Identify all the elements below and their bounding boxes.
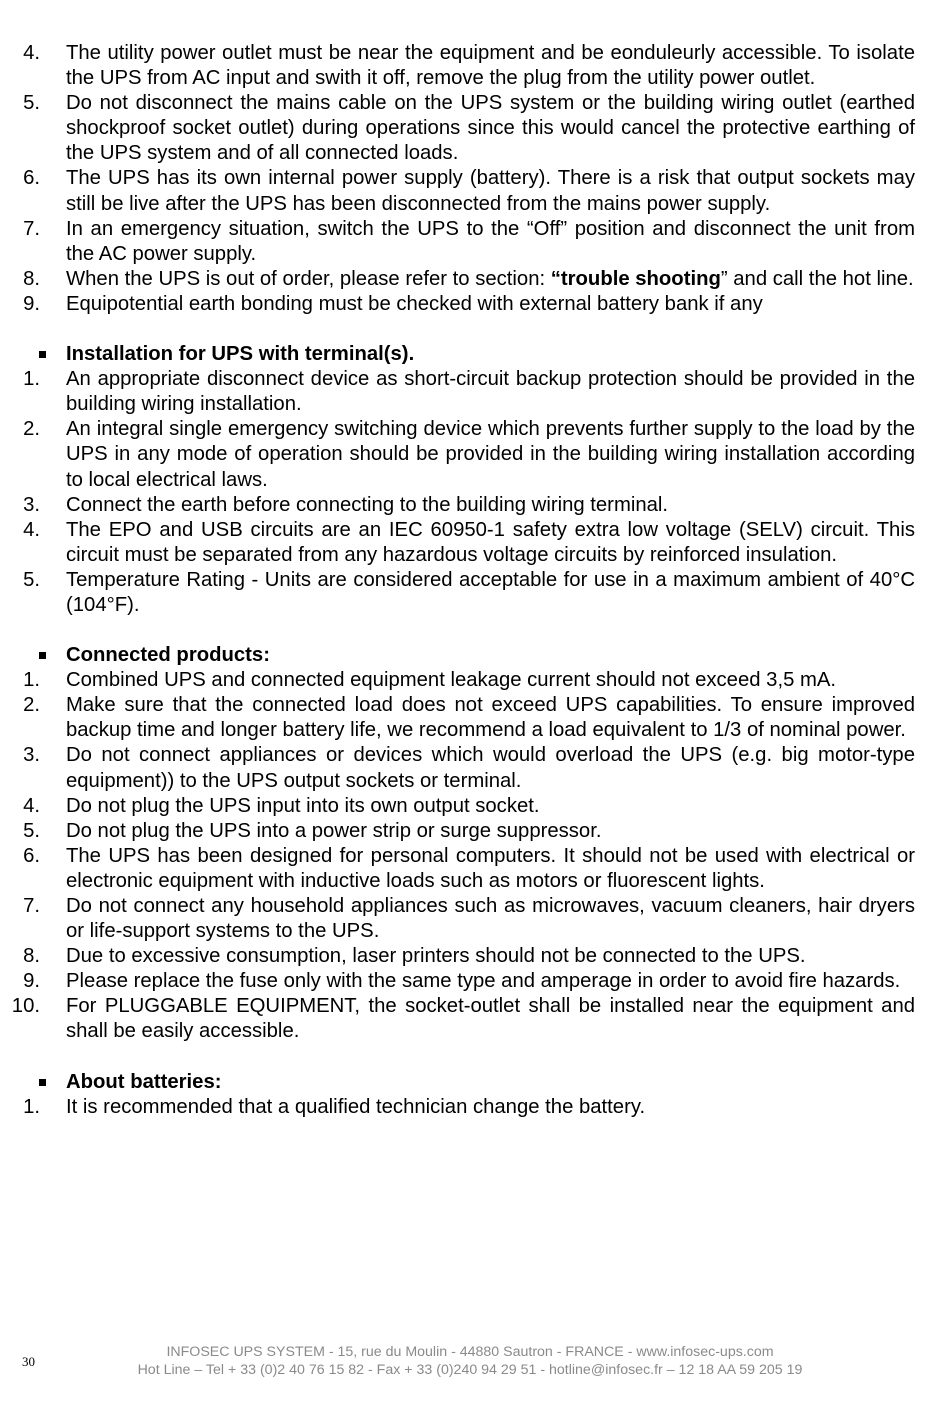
list-item: [0, 417, 950, 492]
item-number: 7.: [23, 217, 40, 240]
section-heading-text: About batteries:: [66, 1070, 222, 1093]
list-item: [0, 844, 950, 894]
trouble-shooting-reference: “trouble shooting: [550, 267, 721, 290]
footer-hotline: Hot Line – Tel + 33 (0)2 40 76 15 82 - Fax + 33 (0)240 94 29 51 - hotline@infosec.fr – 12 18 AA 59 205 19: [137, 1362, 803, 1378]
list-item: [0, 944, 950, 969]
item-text: It is recommended that a qualified technician change the battery.: [66, 1095, 646, 1118]
item-number: 6.: [23, 844, 40, 867]
item-number: 3.: [23, 744, 40, 767]
section-heading-text: Connected products:: [66, 644, 270, 667]
page-number: 30: [22, 1354, 35, 1369]
item-text: The utility power outlet must be near the equipment and be eonduleurly accessible. To isolate the UPS from AC input and swith it off, remove the plug from the utility power outlet.: [66, 42, 915, 90]
item-text: Please replace the fuse only with the same type and amperage in order to avoid fire hazards.: [66, 970, 901, 993]
item-text: The UPS has its own internal power supply (battery). There is a risk that output sockets may still be live after the UPS has been disconnected from the mains power supply.: [66, 167, 915, 215]
section-installation: [0, 342, 950, 618]
footer-address: INFOSEC UPS SYSTEM - 15, rue du Moulin - 44880 Sautron - FRANCE - www.infosec-ups.com: [166, 1344, 774, 1360]
page-footer: [0, 1343, 940, 1379]
item-number: 4.: [23, 794, 40, 817]
item-number: 1.: [23, 1095, 40, 1118]
item-text: Equipotential earth bonding must be checked with external battery bank if any: [66, 292, 763, 315]
item-text: Combined UPS and connected equipment leakage current should not exceed 3,5 mA.: [66, 669, 837, 692]
list-item: [0, 794, 950, 819]
section-heading: [0, 1070, 950, 1095]
section-about-batteries: [0, 1070, 950, 1120]
item-text: Temperature Rating - Units are considered acceptable for use in a maximum ambient of 40°C (104°F).: [66, 568, 915, 616]
item-number: 5.: [23, 819, 40, 842]
list-item: [0, 568, 950, 618]
square-bullet-icon: [39, 1079, 46, 1086]
item-text: Do not plug the UPS input into its own output socket.: [66, 794, 540, 817]
list-item: [0, 91, 950, 166]
item-number: 4.: [23, 42, 40, 64]
item-number: 8.: [23, 945, 40, 968]
list-item: [0, 668, 950, 693]
list-item: [0, 743, 950, 793]
item-text-before: When the UPS is out of order, please refer to section:: [66, 267, 551, 290]
item-number: 9.: [23, 292, 40, 315]
list-item: [0, 819, 950, 844]
item-text: For PLUGGABLE EQUIPMENT, the socket-outlet shall be installed near the equipment and shall be easily accessible.: [66, 995, 915, 1043]
item-number: 5.: [23, 568, 40, 591]
item-text: An appropriate disconnect device as short-circuit backup protection should be provided in the building wiring installation.: [66, 368, 915, 416]
list-item: [0, 41, 950, 91]
item-number: 10.: [11, 995, 40, 1018]
item-text: Do not disconnect the mains cable on the UPS system or the building wiring outlet (earthed shockproof socket outlet) during operations since this would cancel the protective earthing of the UPS system and of all connected loads.: [66, 92, 915, 165]
item-number: 2.: [23, 418, 40, 441]
item-text: The UPS has been designed for personal computers. It should not be used with electrical or electronic equipment with inductive loads such as motors or fluorescent lights.: [66, 844, 915, 892]
square-bullet-icon: [39, 652, 46, 659]
item-number: 6.: [23, 167, 40, 190]
list-item: [0, 267, 950, 292]
list-item: [0, 969, 950, 994]
item-text: The EPO and USB circuits are an IEC 60950-1 safety extra low voltage (SELV) circuit. This circuit must be separated from any hazardous voltage circuits by reinforced insulation.: [66, 518, 915, 566]
item-text: Do not connect appliances or devices which would overload the UPS (e.g. big motor-type equipment)) to the UPS output sockets or terminal.: [66, 744, 915, 792]
list-item: [0, 518, 950, 568]
item-text: Do not connect any household appliances such as microwaves, vacuum cleaners, hair dryers or life-support systems to the UPS.: [66, 895, 915, 943]
item-text: Make sure that the connected load does not exceed UPS capabilities. To ensure improved backup time and longer battery life, we recommend a load equivalent to 1/3 of nominal power.: [66, 694, 915, 742]
item-number: 9.: [23, 970, 40, 993]
list-item: [0, 493, 950, 518]
list-item: [0, 367, 950, 417]
section-heading: [0, 643, 950, 668]
square-bullet-icon: [39, 351, 46, 358]
item-number: 7.: [23, 895, 40, 917]
item-text: An integral single emergency switching device which prevents further supply to the load by the UPS in any mode of operation should be provided in the building wiring installation according to local electrical laws.: [66, 418, 915, 491]
item-number: 1.: [23, 669, 40, 692]
item-text: In an emergency situation, switch the UPS to the “Off” position and disconnect the unit from the AC power supply.: [66, 217, 915, 265]
item-text-after: ” and call the hot line.: [720, 267, 914, 290]
section-heading-text: Installation for UPS with terminal(s).: [66, 343, 415, 366]
item-number: 1.: [23, 368, 40, 391]
item-number: 3.: [23, 493, 40, 516]
item-number: 5.: [23, 92, 40, 115]
document-body: [0, 41, 950, 1120]
item-number: 4.: [23, 518, 40, 541]
item-text: Due to excessive consumption, laser printers should not be connected to the UPS.: [66, 945, 806, 968]
list-item: [0, 166, 950, 216]
section-heading: [0, 342, 950, 367]
item-text: Connect the earth before connecting to the building wiring terminal.: [66, 493, 669, 516]
list-item: [0, 1095, 950, 1120]
safety-list: [0, 41, 950, 317]
item-number: 2.: [23, 694, 40, 717]
item-number: 8.: [23, 267, 40, 290]
section-connected-products: [0, 643, 950, 1045]
item-text: Do not plug the UPS into a power strip or surge suppressor.: [66, 819, 602, 842]
list-item: [0, 693, 950, 743]
list-item: [0, 217, 950, 267]
list-item: [0, 894, 950, 944]
list-item: [0, 292, 950, 317]
list-item: [0, 994, 950, 1044]
